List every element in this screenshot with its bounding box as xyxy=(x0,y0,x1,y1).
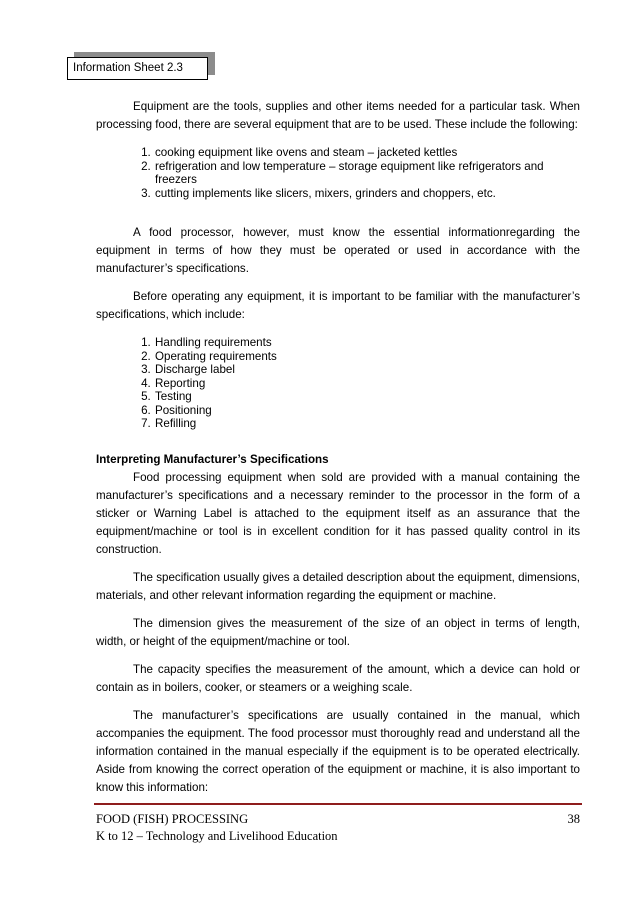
paragraph-essential-information: A food processor, however, must know the essential informationregarding the equipment in terms of how they must be operated or used in accordance with the manufacturer’s specifications. xyxy=(96,226,580,275)
paragraph-capacity: The capacity specifies the measurement of the amount, which a device can hold or contain as in boilers, cooker, or steamers or a weighing scale. xyxy=(96,662,580,694)
specification-list xyxy=(96,336,580,431)
list-item: 1. Handling requirements xyxy=(154,336,580,350)
information-sheet-label: Information Sheet 2.3 xyxy=(67,57,208,80)
footer-subtitle: K to 12 – Technology and Livelihood Education xyxy=(96,829,338,843)
paragraph-before-operating: Before operating any equipment, it is important to be familiar with the manufacturer’s specifications, which include: xyxy=(96,290,580,321)
list-item: 3. cutting implements like slicers, mixers, grinders and choppers, etc. xyxy=(154,187,580,201)
document-body xyxy=(96,98,580,797)
list-item: 5. Testing xyxy=(154,390,580,404)
list-item: 2. Operating requirements xyxy=(154,350,580,364)
footer-rule xyxy=(94,803,582,805)
list-item: 4. Reporting xyxy=(154,377,580,391)
section-heading: Interpreting Manufacturer’s Specifications xyxy=(96,452,329,466)
list-item: 6. Positioning xyxy=(154,404,580,418)
page-number: 38 xyxy=(567,812,580,826)
paragraph-food-processing-equipment: Food processing equipment when sold are provided with a manual containing the manufacturer’s specifications and a necessary reminder to the processor in the form of a sticker or Warning Label is attached to the equipment itself as an assurance that the equipment/machine or tool is in excellent condition for it has passed quality control in its construction. xyxy=(96,470,580,556)
list-item: 2. refrigeration and low temperature – storage equipment like refrigerators and freezers xyxy=(154,160,580,187)
paragraph-manual: The manufacturer’s specifications are usually contained in the manual, which accompanies the equipment. The food processor must thoroughly read and understand all the information contained in the manual especially if the equipment is to be operated electrically. Aside from knowing the correct operation of the equipment or machine, it is also important to know this information: xyxy=(96,708,580,794)
paragraph-specification: The specification usually gives a detailed description about the equipment, dimensions, materials, and other relevant information regarding the equipment or machine. xyxy=(96,570,580,602)
paragraph-dimension: The dimension gives the measurement of the size of an object in terms of length, width, or height of the equipment/machine or tool. xyxy=(96,616,580,648)
intro-paragraph: Equipment are the tools, supplies and other items needed for a particular task. When processing food, there are several equipment that are to be used. These include the following: xyxy=(96,100,580,131)
footer-title: FOOD (FISH) PROCESSING xyxy=(96,812,249,826)
equipment-list xyxy=(96,146,580,200)
list-item: 7. Refilling xyxy=(154,417,580,431)
list-item: 3. Discharge label xyxy=(154,363,580,377)
list-item: 1. cooking equipment like ovens and steam – jacketed kettles xyxy=(154,146,580,160)
